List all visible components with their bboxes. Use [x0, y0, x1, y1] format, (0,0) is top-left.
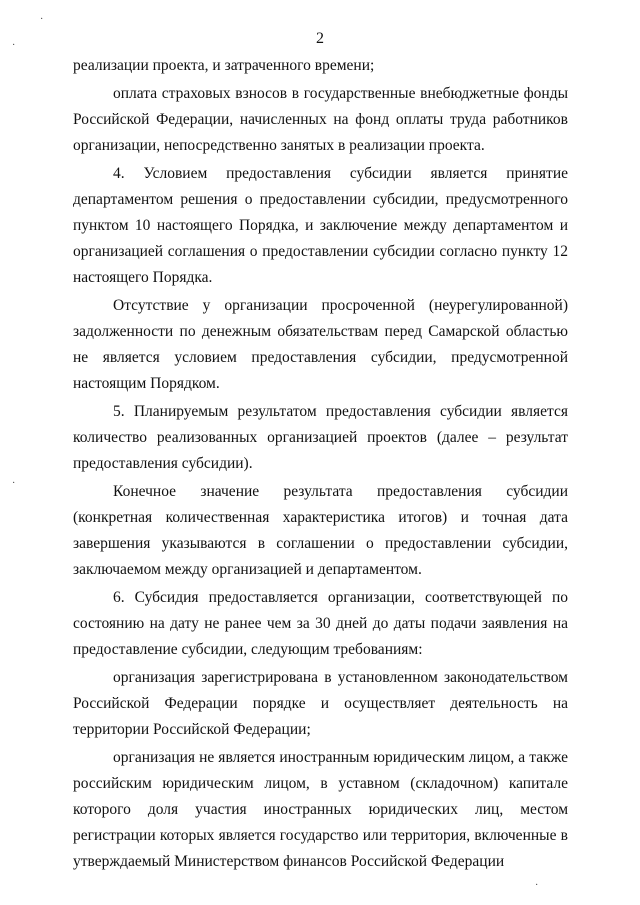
paragraph: оплата страховых взносов в государственные внебюджетные фонды Российской Федерации, начисленных на фонд оплаты труда работников организации, непосредственно занятых в реализации проекта. [73, 85, 568, 154]
scan-speck: · [12, 40, 16, 51]
paragraph: реализации проекта, и затраченного времени; [73, 57, 375, 74]
paragraph: 5. Планируемым результатом предоставления субсидии является количество реализованных организацией проектов (далее – результат предоставления субсидии). [73, 403, 568, 472]
paragraph: 4. Условием предоставления субсидии является принятие департаментом решения о предоставлении субсидии, предусмотренного пунктом 10 настоящего Порядка, и заключение между департаментом и организацией соглашения о предоставлении субсидии согласно пункту 12 настоящего Порядка. [73, 165, 568, 286]
document-body [73, 53, 568, 875]
scan-speck: · [12, 478, 16, 489]
paragraph: организация не является иностранным юридическим лицом, а также российским юридическим лицом, в уставном (складочном) капитале которого доля участия иностранных юридических лиц, местом регистрации которых является государство или территория, включенные в утверждаемый Министерством финансов Российской Федерации [73, 749, 568, 870]
paragraph: Отсутствие у организации просроченной (неурегулированной) задолженности по денежным обязательствам перед Самарской областью не является условием предоставления субсидии, предусмотренной настоящим Порядком. [73, 297, 568, 392]
page-number: 2 [316, 30, 324, 47]
scan-speck: · [535, 880, 539, 891]
paragraph: 6. Субсидия предоставляется организации, соответствующей по состоянию на дату не ранее чем за 30 дней до даты подачи заявления на предоставление субсидии, следующим требованиям: [73, 589, 568, 658]
paragraph: Конечное значение результата предоставления субсидии (конкретная количественная характеристика итогов) и точная дата завершения указываются в соглашении о предоставлении субсидии, заключаемом между организацией и департаментом. [73, 483, 568, 578]
scan-speck: · [40, 14, 44, 25]
paragraph: организация зарегистрирована в установленном законодательством Российской Федерации порядке и осуществляет деятельность на территории Российской Федерации; [73, 669, 568, 738]
